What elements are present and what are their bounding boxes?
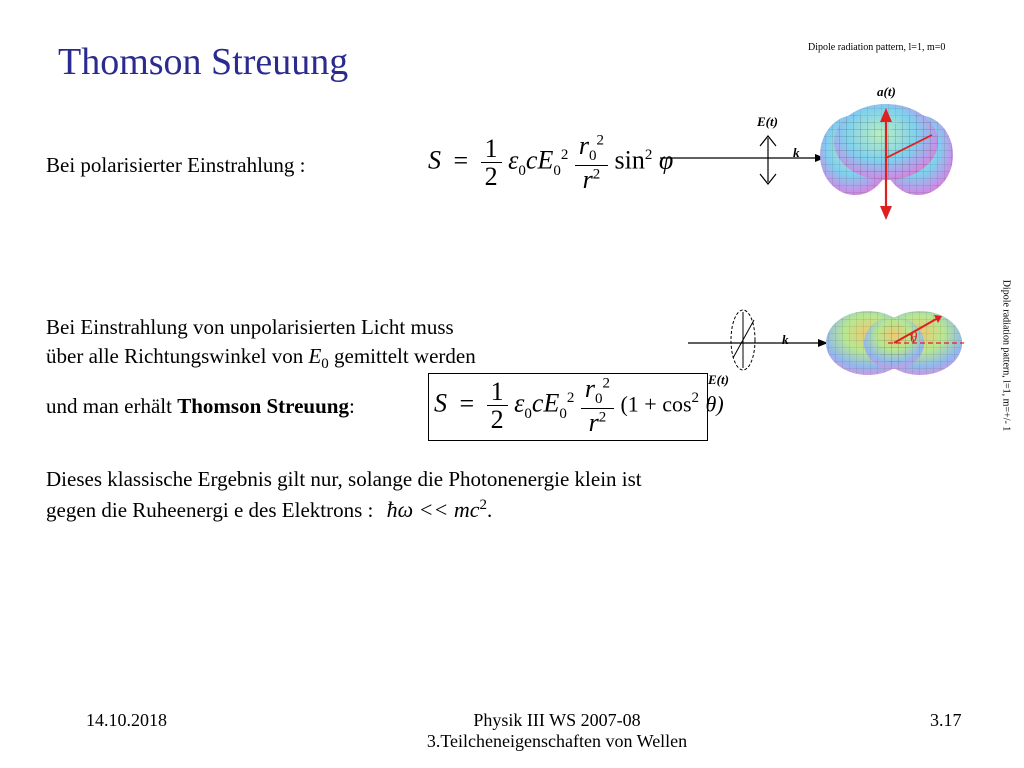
equation-thomson: S = $\frac{1}{2}$ $\varepsilon_0cE_0^2$ $\frac{r_0^2}{r^2}$ $(1 + \cos^2 \theta)$ bbox=[434, 374, 724, 437]
slide-title: Thomson Streuung bbox=[58, 41, 349, 83]
eq2-half: $\frac{1}{2}$ bbox=[487, 378, 508, 434]
eq2-r-fraction: $\frac{r_0^2}{r^2}$ bbox=[581, 375, 614, 436]
eq1-phi: φ bbox=[658, 145, 674, 175]
label-k-2: k bbox=[782, 332, 789, 347]
label-e-t-1: E(t) bbox=[757, 114, 778, 129]
figure2-diagram bbox=[688, 298, 968, 393]
eq1-epsilon: ε bbox=[508, 145, 519, 175]
classical-limit-line2: gegen die Ruheenergi e des Elektrons : ħω << $mc^2$. bbox=[46, 497, 493, 522]
footer-course-line1: Physik III WS 2007-08 bbox=[473, 710, 641, 730]
energy-inequality: ħω << mc bbox=[386, 497, 480, 522]
equation-polarized: S = $\frac{1}{2}$ $\varepsilon_0cE_0^2$ $\frac{r_0^2}{r^2}$ $\sin^2 \varphi$ bbox=[428, 131, 674, 194]
eq1-half: $\frac{1}{2}$ bbox=[481, 135, 502, 191]
classical-limit-line1: Dieses klassische Ergebnis gilt nur, solange die Photonenergie klein ist bbox=[46, 467, 642, 491]
unpolarized-text-line1: Bei Einstrahlung von unpolarisierten Licht muss bbox=[46, 315, 454, 339]
label-k-1: k bbox=[793, 145, 800, 160]
footer-page-number: 3.17 bbox=[930, 710, 962, 730]
footer-course-line2: 3.Teilcheneigenschaften von Wellen bbox=[426, 731, 688, 751]
figure1-diagram bbox=[650, 80, 980, 230]
figure1-caption: Dipole radiation pattern, l=1, m=0 bbox=[808, 42, 946, 53]
footer-date: 14.10.2018 bbox=[86, 710, 167, 730]
eq1-equals: = bbox=[453, 145, 469, 175]
unpolarized-text-line2: über alle Richtungswinkel von $E_0$ gemittelt werden bbox=[46, 344, 476, 373]
eq1-r-fraction: $\frac{r_0^2}{r^2}$ bbox=[575, 132, 608, 193]
figure2-caption: Dipole radiation pattern, l=1, m=+/- 1 bbox=[1000, 279, 1012, 432]
label-e-t-2: E(t) bbox=[708, 372, 729, 387]
thomson-intro: und man erhält Thomson Streuung: bbox=[46, 394, 355, 418]
eq1-S: S bbox=[428, 145, 441, 175]
footer-course bbox=[412, 710, 702, 752]
label-theta: θ bbox=[910, 330, 918, 346]
thomson-bold: Thomson Streuung bbox=[177, 394, 349, 418]
label-a-t: a(t) bbox=[877, 84, 896, 99]
polarized-label: Bei polarisierter Einstrahlung : bbox=[46, 153, 306, 177]
eq1-sin: sin bbox=[614, 145, 645, 175]
